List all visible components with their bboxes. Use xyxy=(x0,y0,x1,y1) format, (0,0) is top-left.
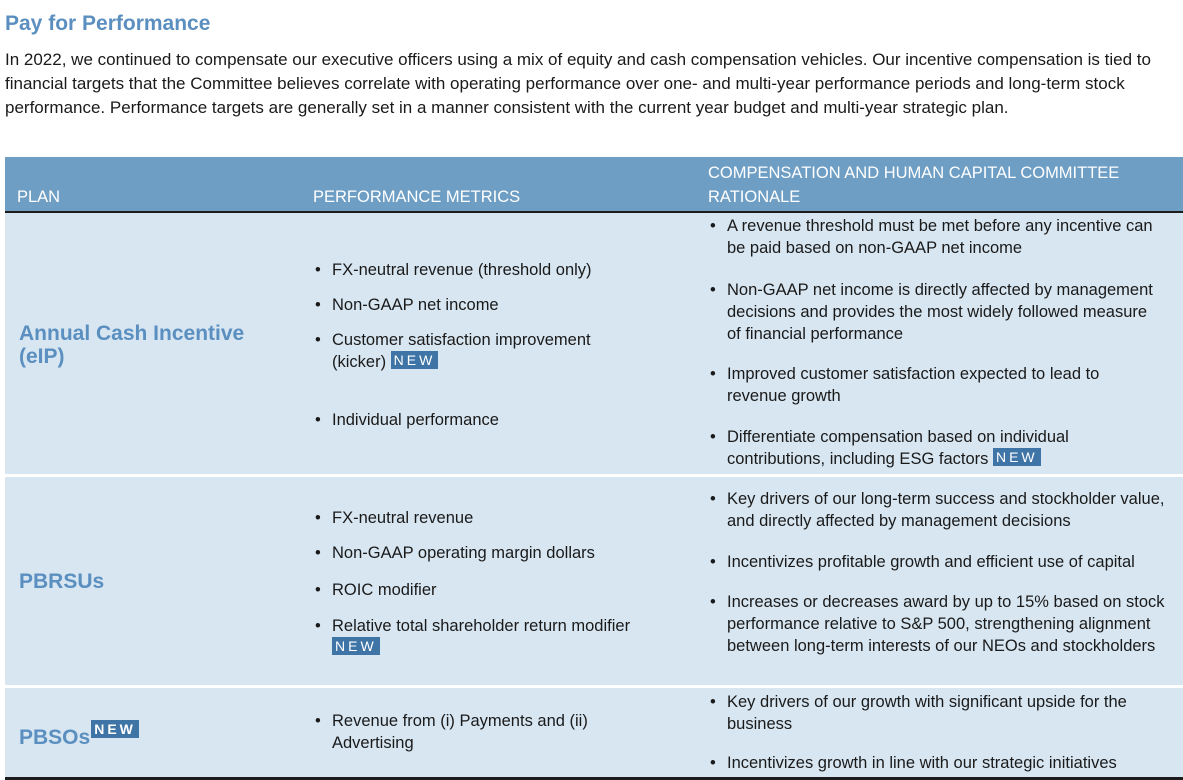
table-row-pbrsus xyxy=(5,477,1183,685)
new-badge: NEW xyxy=(391,351,439,369)
intro-paragraph: In 2022, we continued to compensate our executive officers using a mix of equity and cash compensation vehicles. Our incentive compensation is tied to financial targets that the Committee believes correlate with operating performance over one- and multi-year performance periods and long-term stock performance. Performance targets are generally set in a manner consistent with the current year budget and multi-year strategic plan. xyxy=(5,50,1151,117)
list-item: • Non-GAAP net income is directly affected by management decisions and provides the most widely followed measure of financial performance xyxy=(708,279,1157,345)
list-item: • FX-neutral revenue (threshold only) xyxy=(313,259,672,281)
list-item: • Key drivers of our growth with significant upside for the business xyxy=(708,691,1172,735)
list-item: • Improved customer satisfaction expected to lead to revenue growth xyxy=(708,363,1147,407)
table-row-annual-cash-incentive xyxy=(5,213,1183,474)
table-header xyxy=(5,157,1183,213)
plan-name: PBSOs NEW xyxy=(19,720,139,749)
list-item: • ROIC modifier xyxy=(313,579,672,601)
list-item: • A revenue threshold must be met before any incentive can be paid based on non-GAAP net income xyxy=(708,215,1167,259)
list-item: • Incentivizes growth in line with our strategic initiatives xyxy=(708,752,1182,774)
list-item: • Relative total shareholder return modifier NEW xyxy=(313,615,677,659)
new-badge: NEW xyxy=(91,720,139,738)
header-plan: PLAN xyxy=(17,188,61,206)
list-item: • Key drivers of our long-term success and stockholder value, and directly affected by management decisions xyxy=(708,488,1167,532)
list-item: • Incentivizes profitable growth and efficient use of capital xyxy=(708,551,1183,573)
plan-name-line1: Annual Cash Incentive xyxy=(19,322,245,345)
list-item: • Non-GAAP net income xyxy=(313,294,672,316)
new-badge: NEW xyxy=(332,637,380,655)
list-item: • Increases or decreases award by up to 15% based on stock performance relative to S&P 500, strengthening alignment between long-term interests of our NEOs and stockholders xyxy=(708,591,1182,657)
header-rationale-line1: COMPENSATION AND HUMAN CAPITAL COMMITTEE xyxy=(708,164,1120,182)
list-item: • Individual performance xyxy=(313,409,672,431)
list-item: • Revenue from (i) Payments and (ii) Advertising xyxy=(313,710,612,754)
page-title: Pay for Performance xyxy=(5,12,211,35)
list-item: • FX-neutral revenue xyxy=(313,507,672,529)
plan-name: PBRSUs xyxy=(19,570,105,593)
plan-name-line2: (eIP) xyxy=(19,345,65,368)
list-item: • Customer satisfaction improvement (kicker) NEW xyxy=(313,329,632,373)
list-item: • Differentiate compensation based on individual contributions, including ESG factors NEW xyxy=(708,426,1127,470)
header-metrics: PERFORMANCE METRICS xyxy=(313,188,521,206)
header-rationale-line2: RATIONALE xyxy=(708,188,801,206)
new-badge: NEW xyxy=(993,448,1041,466)
table-row-pbsos xyxy=(5,688,1183,777)
list-item: • Non-GAAP operating margin dollars xyxy=(313,542,672,564)
plan-name xyxy=(19,322,244,368)
